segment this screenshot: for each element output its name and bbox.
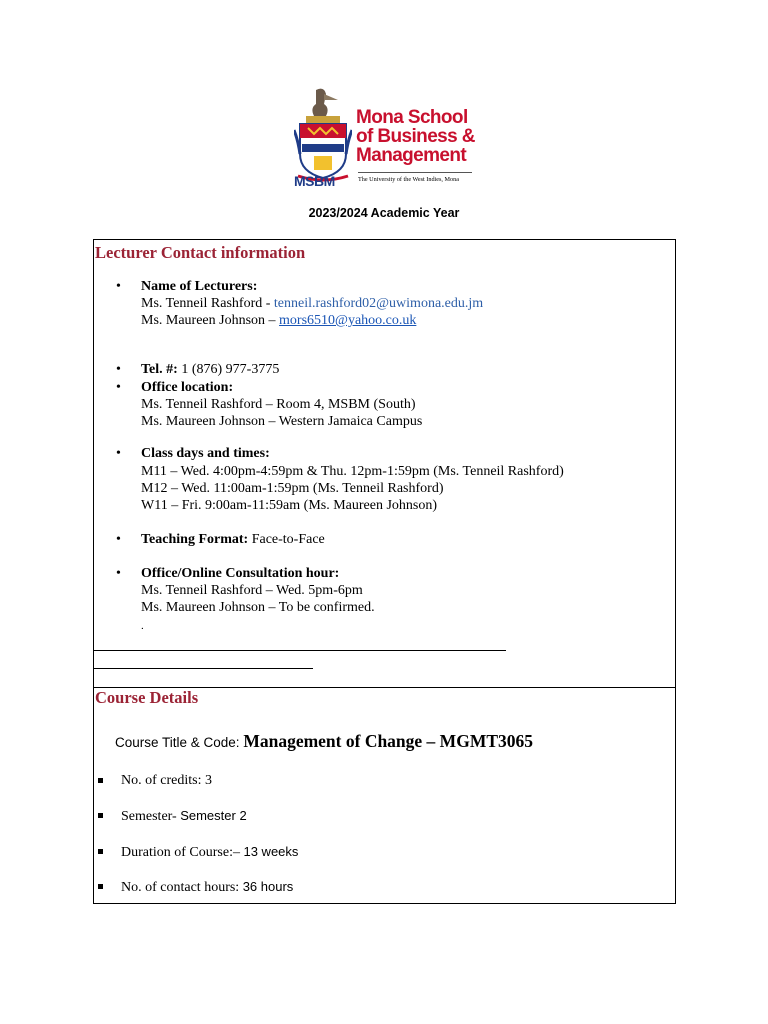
class-line-2: M12 – Wed. 11:00am-1:59pm (Ms. Tenneil Rashford) [141,481,444,496]
logo-line-1: Mona School [356,107,468,128]
class-label: Class days and times: [141,446,270,461]
contact-heading: Lecturer Contact information [95,243,306,262]
contact-hours-label: No. of contact hours: [121,880,243,895]
divider-line [94,650,506,651]
square-bullet-icon [98,849,103,854]
format-value: Face-to-Face [248,532,325,547]
lecturer-2-email-link[interactable]: mors6510@yahoo.co.uk [279,313,417,328]
square-bullet-icon [98,884,103,889]
academic-year: 2023/2024 Academic Year [308,206,460,220]
lecturer-contact-section [93,239,676,688]
contact-hours-line [121,878,293,896]
logo-wordmark [356,108,475,165]
consult-line-2: Ms. Maureen Johnson – To be confirmed. [141,600,375,615]
consult-label: Office/Online Consultation hour: [141,566,340,581]
lecturer-2-name: Ms. Maureen Johnson – [141,313,280,328]
format-label: Teaching Format: [141,532,249,547]
consult-line-1: Ms. Tenneil Rashford – Wed. 5pm-6pm [141,583,363,598]
trailing-dot: . [141,620,144,632]
lecturer-1 [141,295,483,312]
bullet-icon: • [116,380,121,395]
square-bullet-icon [98,813,103,818]
logo-abbr: MSBM [294,173,335,189]
lecturers-label: Name of Lecturers: [141,279,258,294]
duration-label: Duration of Course:– [121,845,244,860]
bullet-icon: • [116,446,121,461]
course-title-line [115,733,533,752]
semester-value: Semester 2 [180,808,247,823]
office-label: Office location: [141,380,234,395]
logo-line-2: of Business & [356,126,475,147]
office-line-1: Ms. Tenneil Rashford – Room 4, MSBM (South) [141,397,416,412]
course-heading: Course Details [95,688,199,707]
square-bullet-icon [98,778,103,783]
course-details-section [93,686,676,904]
tel-label: Tel. #: [141,362,178,377]
logo-line-3: Management [356,145,467,166]
contact-hours-value: 36 hours [242,879,294,894]
class-line-1: M11 – Wed. 4:00pm-4:59pm & Thu. 12pm-1:59pm (Ms. Tenneil Rashford) [141,464,564,479]
msbm-logo [294,86,476,192]
bullet-icon: • [116,362,121,377]
semester-line [121,807,247,825]
semester-label: Semester- [121,809,181,824]
tel-value: 1 (876) 977-3775 [177,362,280,377]
office-line-2: Ms. Maureen Johnson – Western Jamaica Campus [141,414,423,429]
bullet-icon: • [116,279,121,294]
divider-line [94,668,313,669]
lecturer-1-name: Ms. Tenneil Rashford - [141,296,274,311]
tel-line [141,361,279,378]
course-title-label: Course Title & Code: [115,735,244,750]
lecturer-2 [141,312,416,329]
class-line-3: W11 – Fri. 9:00am-11:59am (Ms. Maureen Johnson) [141,498,438,513]
logo-university: The University of the West Indies, Mona [358,176,459,183]
lecturer-1-email[interactable]: tenneil.rashford02@uwimona.edu.jm [273,296,484,311]
logo-rule [358,172,472,173]
duration-value: 13 weeks [243,844,299,859]
bullet-icon: • [116,532,121,547]
course-title-value: Management of Change – MGMT3065 [243,731,534,751]
format-line [141,531,325,548]
bullet-icon: • [116,566,121,581]
duration-line [121,843,298,861]
credits-line: No. of credits: 3 [121,773,212,788]
